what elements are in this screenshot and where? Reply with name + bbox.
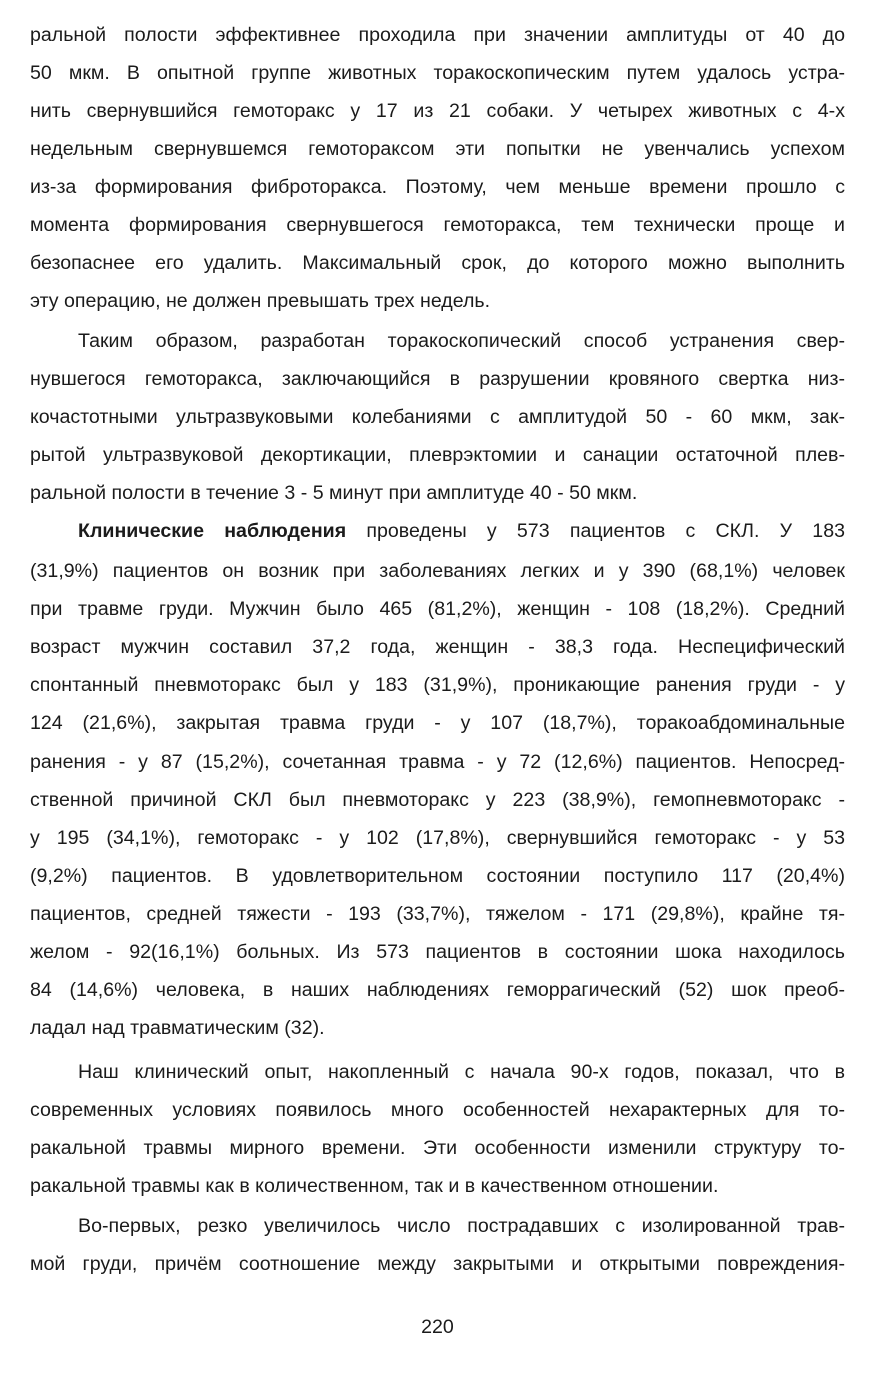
- text-line: эту операцию, не должен превышать трех недель.: [30, 290, 491, 312]
- text-line: пациентов, средней тяжести - 193 (33,7%), тяжелом - 171 (29,8%), крайне тя-: [30, 903, 845, 925]
- text-line: из-за формирования фиброторакса. Поэтому, чем меньше времени прошло с: [30, 176, 845, 198]
- section-lead-bold: Клинические наблюдения: [78, 520, 347, 542]
- text-line: [78, 512, 845, 550]
- text-line: при травме груди. Мужчин было 465 (81,2%), женщин - 108 (18,2%). Средний: [30, 598, 845, 620]
- text-line: у 195 (34,1%), гемоторакс - у 102 (17,8%), свернувшийся гемоторакс - у 53: [30, 827, 845, 849]
- text-line: 84 (14,6%) человека, в наших наблюдениях геморрагический (52) шок преоб-: [30, 979, 845, 1001]
- text-line: недельным свернувшемся гемотораксом эти попытки не увенчались успехом: [30, 138, 845, 160]
- text-line: возраст мужчин составил 37,2 года, женщин - 38,3 года. Неспецифический: [30, 636, 845, 658]
- text-line: ственной причиной СКЛ был пневмоторакс у 223 (38,9%), гемопневмоторакс -: [30, 789, 845, 811]
- text-line: 50 мкм. В опытной группе животных торакоскопическим путем удалось устра-: [30, 62, 845, 84]
- text-line: мой груди, причём соотношение между закрытыми и открытыми повреждения-: [30, 1253, 845, 1275]
- text-line: момента формирования свернувшегося гемоторакса, тем технически проще и: [30, 214, 845, 236]
- text-line: Наш клинический опыт, накопленный с начала 90-х годов, показал, что в: [78, 1061, 845, 1083]
- text-line: ракальной травмы как в количественном, так и в качественном отношении.: [30, 1175, 719, 1197]
- text-line: Во-первых, резко увеличилось число пострадавших с изолированной трав-: [78, 1215, 845, 1237]
- text-line: Таким образом, разработан торакоскопический способ устранения свер-: [78, 330, 845, 352]
- text-line: ракальной травмы мирного времени. Эти особенности изменили структуру то-: [30, 1137, 845, 1159]
- text-line: ральной полости эффективнее проходила при значении амплитуды от 40 до: [30, 24, 845, 46]
- text-line: безопаснее его удалить. Максимальный срок, до которого можно выполнить: [30, 252, 845, 274]
- text-line: нить свернувшийся гемоторакс у 17 из 21 собаки. У четырех животных с 4-х: [30, 100, 845, 122]
- text-line: современных условиях появилось много особенностей нехарактерных для то-: [30, 1099, 845, 1121]
- text-line: ральной полости в течение 3 - 5 минут при амплитуде 40 - 50 мкм.: [30, 482, 638, 504]
- text-line: кочастотными ультразвуковыми колебаниями с амплитудой 50 - 60 мкм, зак-: [30, 406, 845, 428]
- text-line: спонтанный пневмоторакс был у 183 (31,9%), проникающие ранения груди - у: [30, 674, 845, 696]
- text-line: 124 (21,6%), закрытая травма груди - у 107 (18,7%), торакоабдоминальные: [30, 712, 845, 734]
- text-line: нувшегося гемоторакса, заключающийся в разрушении кровяного свертка низ-: [30, 368, 845, 390]
- text-line: (9,2%) пациентов. В удовлетворительном состоянии поступило 117 (20,4%): [30, 865, 845, 887]
- section-lead-text: проведены у 573 пациентов с СКЛ. У 183: [346, 520, 845, 542]
- page-number: 220: [421, 1316, 454, 1338]
- text-line: (31,9%) пациентов он возник при заболеваниях легких и у 390 (68,1%) человек: [30, 560, 845, 582]
- text-line: ранения - у 87 (15,2%), сочетанная травма - у 72 (12,6%) пациентов. Непосред-: [30, 751, 845, 773]
- text-line: желом - 92(16,1%) больных. Из 573 пациентов в состоянии шока находилось: [30, 941, 845, 963]
- text-line: ладал над травматическим (32).: [30, 1017, 325, 1039]
- text-line: рытой ультразвуковой декортикации, плеврэктомии и санации остаточной плев-: [30, 444, 845, 466]
